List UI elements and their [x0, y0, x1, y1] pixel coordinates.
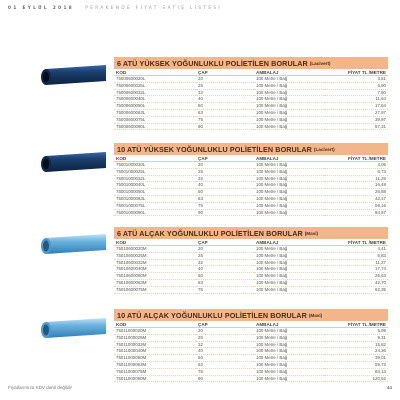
cell-price: 16,48	[324, 182, 388, 189]
cell-cap: 50	[196, 189, 254, 196]
cell-price: 24,36	[324, 348, 388, 355]
cell-code: 75000600050L	[114, 103, 196, 110]
cell-ambalaj: 100 Metre / Bağ	[254, 175, 324, 182]
cell-code: 75010600040M	[114, 266, 196, 273]
table-row	[114, 89, 388, 96]
cell-ambalaj: 100 Metre / Bağ	[254, 355, 324, 362]
cell-cap: 32	[196, 341, 254, 348]
cell-cap: 25	[196, 252, 254, 259]
col-header-cap: ÇAP	[196, 69, 254, 76]
cell-ambalaj: 100 Metre / Bağ	[254, 286, 324, 293]
cell-code: 75000600040L	[114, 96, 196, 103]
footer-note: Fiyatlarımıza KDV dahil değildir	[8, 385, 73, 390]
cell-cap: 20	[196, 328, 254, 335]
cell-ambalaj: 100 Metre / Bağ	[254, 168, 324, 175]
cell-code: 75000600032L	[114, 89, 196, 96]
col-header-code: KOD	[114, 69, 196, 76]
cell-price: 6,83	[324, 252, 388, 259]
table-row	[114, 162, 388, 169]
cell-code: 75011000025M	[114, 334, 196, 341]
cell-code: 75011000040M	[114, 348, 196, 355]
table-row	[114, 195, 388, 202]
cell-ambalaj: 100 Metre / Bağ	[254, 259, 324, 266]
cell-cap: 63	[196, 279, 254, 286]
cell-ambalaj: 100 Metre / Bağ	[254, 189, 324, 196]
col-header-price: FİYAT TL /METRE	[324, 239, 388, 246]
section-title-bar	[114, 227, 388, 239]
cell-price: 17,74	[324, 266, 388, 273]
cell-cap: 40	[196, 348, 254, 355]
table-row	[114, 76, 388, 83]
cell-ambalaj: 100 Metre / Bağ	[254, 103, 324, 110]
pipe-image	[38, 148, 110, 174]
header-date: 01 EYLÜL 2018	[8, 5, 75, 10]
price-table	[114, 239, 388, 294]
cell-price: 26,88	[324, 189, 388, 196]
cell-ambalaj: 100 Metre / Bağ	[254, 109, 324, 116]
cell-price: 3,51	[324, 76, 388, 83]
price-table	[114, 69, 388, 130]
cell-code: 75001000075L	[114, 202, 196, 209]
cell-code: 75000600090L	[114, 123, 196, 130]
cell-ambalaj: 100 Metre / Bağ	[254, 202, 324, 209]
col-header-ambalaj: AMBALAJ	[254, 239, 324, 246]
section-note: (Lacivert)	[313, 146, 335, 152]
page-header	[8, 5, 392, 10]
table-row	[114, 328, 388, 335]
cell-ambalaj: 100 Metre / Bağ	[254, 209, 324, 216]
cell-ambalaj: 100 Metre / Bağ	[254, 162, 324, 169]
cell-code: 75000600020L	[114, 76, 196, 83]
col-header-code: KOD	[114, 239, 196, 246]
table-row	[114, 252, 388, 259]
cell-price: 7,80	[324, 89, 388, 96]
cell-price: 27,97	[324, 109, 388, 116]
table-row	[114, 103, 388, 110]
cell-cap: 75	[196, 286, 254, 293]
section-note: (Mavi)	[304, 230, 319, 236]
cell-cap: 32	[196, 89, 254, 96]
cell-price: 42,17	[324, 195, 388, 202]
cell-code: 75000600075L	[114, 116, 196, 123]
cell-price: 42,70	[324, 279, 388, 286]
col-header-code: KOD	[114, 321, 196, 328]
cell-price: 11,27	[324, 259, 388, 266]
cell-ambalaj: 100 Metre / Bağ	[254, 328, 324, 335]
table-row	[114, 273, 388, 280]
cell-ambalaj: 100 Metre / Bağ	[254, 123, 324, 130]
table-row	[114, 286, 388, 293]
table-row	[114, 182, 388, 189]
col-header-ambalaj: AMBALAJ	[254, 321, 324, 328]
table-row	[114, 375, 388, 382]
col-header-cap: ÇAP	[196, 239, 254, 246]
col-header-cap: ÇAP	[196, 321, 254, 328]
cell-code: 75010600020M	[114, 246, 196, 253]
table-row	[114, 246, 388, 253]
table-row	[114, 96, 388, 103]
cell-code: 75001000063L	[114, 195, 196, 202]
cell-ambalaj: 100 Metre / Bağ	[254, 375, 324, 382]
cell-cap: 40	[196, 96, 254, 103]
pipe-dark-icon	[38, 61, 110, 87]
cell-price: 84,57	[324, 209, 388, 216]
cell-price: 59,73	[324, 361, 388, 368]
cell-ambalaj: 100 Metre / Bağ	[254, 252, 324, 259]
cell-ambalaj: 100 Metre / Bağ	[254, 334, 324, 341]
cell-code: 75011000032M	[114, 341, 196, 348]
cell-price: 39,01	[324, 355, 388, 362]
table-row	[114, 355, 388, 362]
cell-cap: 90	[196, 375, 254, 382]
table-row	[114, 361, 388, 368]
section-title-bar	[114, 143, 388, 155]
cell-ambalaj: 100 Metre / Bağ	[254, 96, 324, 103]
header-title: PERAKENDE FİYAT SATIŞ LİSTESİ	[85, 5, 223, 10]
cell-ambalaj: 100 Metre / Bağ	[254, 273, 324, 280]
cell-code: 75000600025L	[114, 82, 196, 89]
col-header-ambalaj: AMBALAJ	[254, 69, 324, 76]
cell-cap: 50	[196, 103, 254, 110]
col-header-ambalaj: AMBALAJ	[254, 155, 324, 162]
cell-cap: 20	[196, 162, 254, 169]
table-row	[114, 202, 388, 209]
cell-price: 17,64	[324, 103, 388, 110]
cell-cap: 63	[196, 109, 254, 116]
cell-price: 4,41	[324, 246, 388, 253]
cell-ambalaj: 100 Metre / Bağ	[254, 246, 324, 253]
table-row	[114, 175, 388, 182]
table-row	[114, 334, 388, 341]
cell-cap: 63	[196, 361, 254, 368]
cell-ambalaj: 100 Metre / Bağ	[254, 82, 324, 89]
pipe-dark-icon	[38, 148, 110, 174]
table-row	[114, 209, 388, 216]
cell-price: 57,31	[324, 123, 388, 130]
col-header-price: FİYAT TL /METRE	[324, 69, 388, 76]
cell-cap: 40	[196, 182, 254, 189]
cell-code: 75001000090L	[114, 209, 196, 216]
cell-cap: 32	[196, 259, 254, 266]
page-number: 44	[386, 385, 392, 390]
table-row	[114, 368, 388, 375]
cell-cap: 40	[196, 266, 254, 273]
cell-price: 39,97	[324, 116, 388, 123]
col-header-code: KOD	[114, 155, 196, 162]
section-title: 10 ATÜ ALÇAK YOĞUNLUKLU POLİETİLEN BORULAR	[117, 310, 307, 320]
cell-price: 26,63	[324, 273, 388, 280]
table-row	[114, 348, 388, 355]
cell-ambalaj: 100 Metre / Bağ	[254, 341, 324, 348]
cell-ambalaj: 100 Metre / Bağ	[254, 266, 324, 273]
pipe-blue-icon	[38, 314, 110, 340]
cell-cap: 90	[196, 123, 254, 130]
cell-ambalaj: 100 Metre / Bağ	[254, 348, 324, 355]
table-row	[114, 123, 388, 130]
cell-price: 5,99	[324, 328, 388, 335]
cell-code: 75010600063M	[114, 279, 196, 286]
cell-code: 75011000090M	[114, 375, 196, 382]
cell-cap: 32	[196, 175, 254, 182]
cell-cap: 25	[196, 334, 254, 341]
cell-cap: 50	[196, 273, 254, 280]
cell-cap: 20	[196, 76, 254, 83]
pipe-image	[38, 230, 110, 256]
cell-ambalaj: 100 Metre / Bağ	[254, 182, 324, 189]
section-title: 10 ATÜ YÜKSEK YOĞUNLUKLU POLİETİLEN BORULAR	[117, 144, 312, 154]
cell-code: 75010600032M	[114, 259, 196, 266]
cell-price: 59,16	[324, 202, 388, 209]
cell-code: 75001000040L	[114, 182, 196, 189]
cell-price: 11,26	[324, 175, 388, 182]
cell-code: 75010600050M	[114, 273, 196, 280]
cell-code: 75011000050M	[114, 355, 196, 362]
table-row	[114, 116, 388, 123]
section-note: (Lacivert)	[309, 60, 331, 66]
pipe-image	[38, 61, 110, 87]
cell-cap: 75	[196, 116, 254, 123]
table-row	[114, 189, 388, 196]
col-header-price: FİYAT TL /METRE	[324, 155, 388, 162]
cell-cap: 90	[196, 209, 254, 216]
table-row	[114, 266, 388, 273]
cell-code: 75001000025L	[114, 168, 196, 175]
cell-price: 6,73	[324, 168, 388, 175]
section-title-bar	[114, 57, 388, 69]
cell-cap: 63	[196, 195, 254, 202]
cell-ambalaj: 100 Metre / Bağ	[254, 116, 324, 123]
col-header-cap: ÇAP	[196, 155, 254, 162]
section-title-bar	[114, 309, 388, 321]
cell-code: 75011000075M	[114, 368, 196, 375]
cell-price: 120,52	[324, 375, 388, 382]
cell-code: 75001000020L	[114, 162, 196, 169]
cell-ambalaj: 100 Metre / Bağ	[254, 89, 324, 96]
cell-ambalaj: 100 Metre / Bağ	[254, 195, 324, 202]
cell-price: 15,82	[324, 341, 388, 348]
price-table	[114, 155, 388, 216]
table-row	[114, 109, 388, 116]
cell-price: 4,05	[324, 162, 388, 169]
cell-price: 83,13	[324, 368, 388, 375]
cell-cap: 25	[196, 168, 254, 175]
cell-ambalaj: 100 Metre / Bağ	[254, 361, 324, 368]
cell-price: 62,35	[324, 286, 388, 293]
section-note: (Mavi)	[308, 312, 323, 318]
section-title: 6 ATÜ YÜKSEK YOĞUNLUKLU POLİETİLEN BORULAR	[117, 58, 308, 68]
table-row	[114, 279, 388, 286]
cell-ambalaj: 100 Metre / Bağ	[254, 368, 324, 375]
cell-cap: 20	[196, 246, 254, 253]
cell-code: 75001000050L	[114, 189, 196, 196]
cell-cap: 50	[196, 355, 254, 362]
table-row	[114, 341, 388, 348]
cell-code: 75010600025M	[114, 252, 196, 259]
table-row	[114, 168, 388, 175]
pipe-blue-icon	[38, 230, 110, 256]
col-header-price: FİYAT TL /METRE	[324, 321, 388, 328]
cell-price: 5,90	[324, 82, 388, 89]
cell-ambalaj: 100 Metre / Bağ	[254, 279, 324, 286]
cell-cap: 75	[196, 368, 254, 375]
cell-code: 75000600063L	[114, 109, 196, 116]
section-title: 6 ATÜ ALÇAK YOĞUNLUKLU POLİETİLEN BORULAR	[117, 228, 303, 238]
cell-code: 75011000020M	[114, 328, 196, 335]
cell-price: 11,64	[324, 96, 388, 103]
cell-code: 75001000032L	[114, 175, 196, 182]
cell-cap: 25	[196, 82, 254, 89]
price-table	[114, 321, 388, 382]
cell-cap: 75	[196, 202, 254, 209]
cell-code: 75011000063M	[114, 361, 196, 368]
cell-ambalaj: 100 Metre / Bağ	[254, 76, 324, 83]
pipe-image	[38, 314, 110, 340]
table-row	[114, 82, 388, 89]
cell-code: 75010600075M	[114, 286, 196, 293]
table-row	[114, 259, 388, 266]
cell-price: 9,31	[324, 334, 388, 341]
